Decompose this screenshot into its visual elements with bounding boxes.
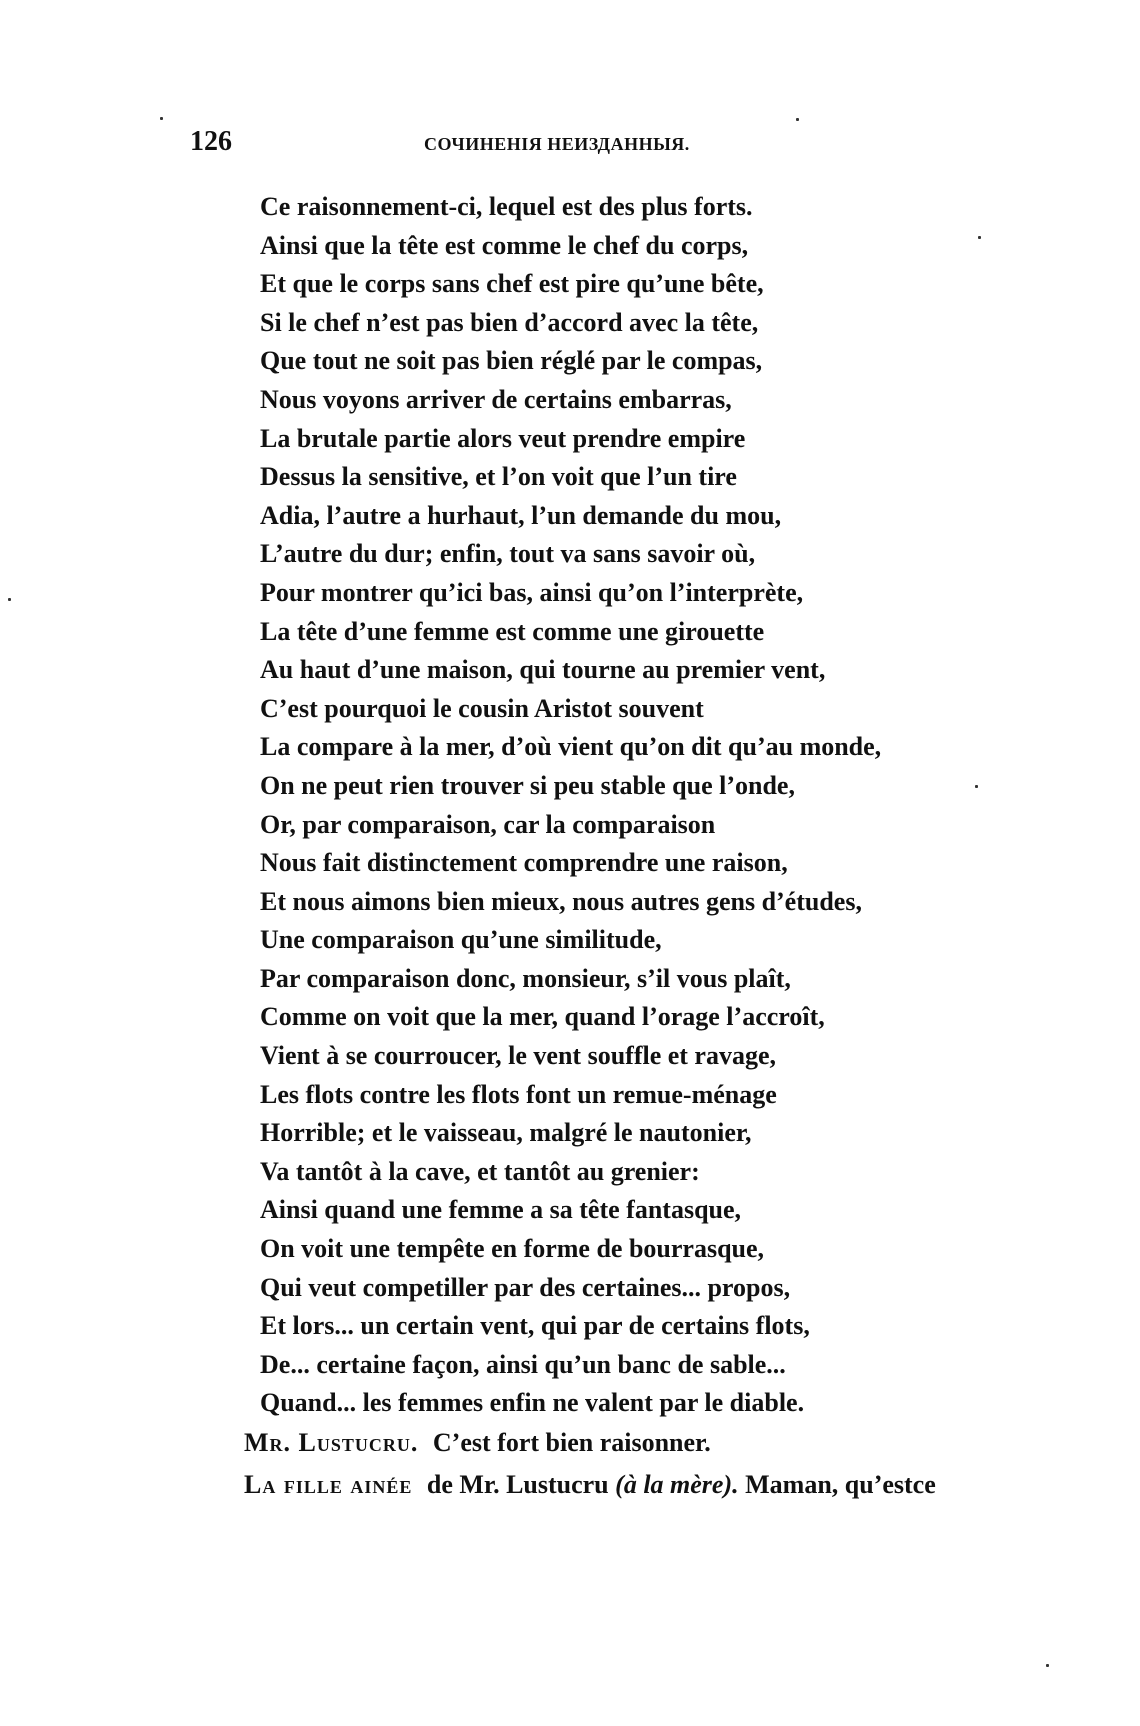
- verse-line: Ce raisonnement-ci, lequel est des plus forts.: [260, 192, 753, 221]
- verse-line: Vient à se courroucer, le vent souffle et ravage,: [260, 1041, 777, 1071]
- verse-line: Nous voyons arriver de certains embarras,: [260, 384, 732, 414]
- verse-line: Et que le corps sans chef est pire qu’une bête,: [260, 269, 764, 299]
- verse-line: On ne peut rien trouver si peu stable que l’onde,: [260, 770, 795, 800]
- scan-speck: [8, 598, 11, 601]
- verse-block: [260, 188, 1020, 1423]
- verse-line: La tête d’une femme est comme une girouette: [260, 616, 765, 646]
- scan-speck: [796, 118, 799, 121]
- verse-line: Pour montrer qu’ici bas, ainsi qu’on l’interprète,: [260, 577, 804, 607]
- verse-line: Quand... les femmes enfin ne valent par le diable.: [260, 1388, 805, 1418]
- speech-text: Maman, qu’estce: [745, 1470, 936, 1499]
- verse-line: Comme on voit que la mer, quand l’orage l’accroît,: [260, 1002, 825, 1032]
- speech-text: C’est fort bien raisonner.: [432, 1428, 711, 1457]
- verse-line: Une comparaison qu’une similitude,: [260, 925, 662, 955]
- verse-line: Si le chef n’est pas bien d’accord avec la tête,: [260, 307, 759, 337]
- verse-line: Et lors... un certain vent, qui par de certains flots,: [260, 1311, 810, 1341]
- stage-direction: (à la mère).: [615, 1470, 739, 1499]
- verse-line: Horrible; et le vaisseau, malgré le nautonier,: [260, 1118, 752, 1148]
- verse-line: Ainsi que la tête est comme le chef du corps,: [260, 230, 749, 260]
- verse-line: Adia, l’autre a hurhaut, l’un demande du mou,: [260, 500, 782, 530]
- verse-line: L’autre du dur; enfin, tout va sans savoir où,: [260, 539, 756, 569]
- speaker-name: Mr. Lustucru.: [244, 1428, 419, 1457]
- verse-line: Que tout ne soit pas bien réglé par le compas,: [260, 346, 763, 376]
- verse-line: Par comparaison donc, monsieur, s’il vous plaît,: [260, 963, 791, 993]
- scan-speck: [160, 117, 163, 120]
- page-number: 126: [190, 126, 232, 157]
- verse-line: Ainsi quand une femme a sa tête fantasque,: [260, 1195, 742, 1225]
- verse-line: Les flots contre les flots font un remue-ménage: [260, 1079, 777, 1109]
- speaker-qualifier: de Mr. Lustucru: [426, 1470, 609, 1499]
- verse-line: Au haut d’une maison, qui tourne au premier vent,: [260, 655, 826, 685]
- speech-line: [244, 1466, 1044, 1504]
- verse-line: Et nous aimons bien mieux, nous autres gens d’études,: [260, 886, 862, 916]
- verse-line: Nous fait distinctement comprendre une raison,: [260, 848, 788, 878]
- verse-line: De... certaine façon, ainsi qu’un banc de sable...: [260, 1349, 786, 1379]
- verse-line: Va tantôt à la cave, et tantôt au grenier:: [260, 1156, 700, 1186]
- verse-line: On voit une tempête en forme de bourrasque,: [260, 1234, 765, 1264]
- scan-speck: [1046, 1664, 1049, 1667]
- page-header: [190, 126, 750, 166]
- scan-speck: [975, 785, 978, 788]
- running-title: СОЧИНЕНІЯ НЕИЗДАННЫЯ.: [424, 134, 690, 154]
- verse-line: C’est pourquoi le cousin Aristot souvent: [260, 693, 704, 723]
- verse-line: Dessus la sensitive, et l’on voit que l’un tire: [260, 462, 737, 492]
- scan-speck: [978, 236, 981, 239]
- speech-line: [244, 1424, 1044, 1462]
- verse-line: La compare à la mer, d’où vient qu’on dit qu’au monde,: [260, 732, 882, 762]
- verse-line: La brutale partie alors veut prendre empire: [260, 423, 746, 453]
- verse-line: Or, par comparaison, car la comparaison: [260, 809, 716, 839]
- verse-line: Qui veut competiller par des certaines... propos,: [260, 1272, 791, 1302]
- speaker-name: La fille ainée: [244, 1470, 413, 1499]
